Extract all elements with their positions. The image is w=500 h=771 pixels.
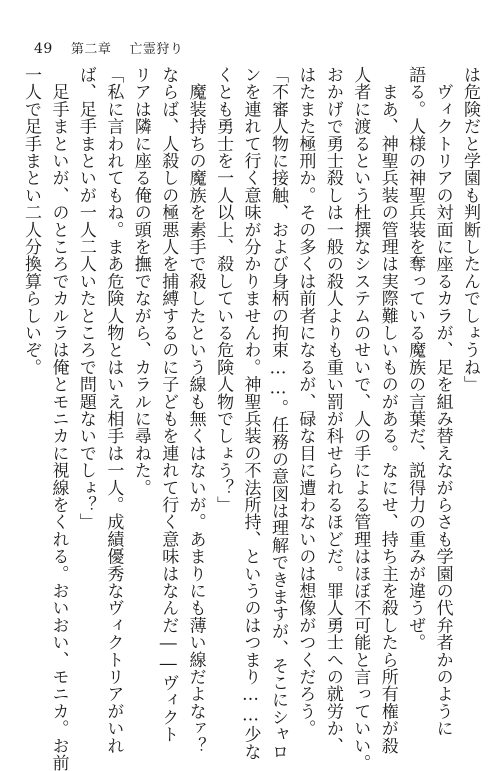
text-line: おかげで勇士殺しは一般の殺人よりも重い罰が科せられるほどだ。罪人勇士への就労か、 xyxy=(322,66,343,754)
chapter-title: 亡霊狩り xyxy=(129,42,184,57)
text-line: は危険だと学園も判断したんでしょうね」 xyxy=(460,66,480,393)
text-line: ば、足手まといが一人二人いたところで問題ないでしょ？」 xyxy=(75,66,96,531)
text-line: 語る。人様の神聖兵装を奪っている魔族の言葉だ、説得力の重みが違うぜ。 xyxy=(405,66,426,651)
text-line: 魔装持ちの魔族を素手で殺したという線も無くはないが。あまりにも薄い線だよなァ？ xyxy=(185,66,206,754)
text-line: リアは隣に座る俺の頭を撫でながら、カラルに尋ねた。 xyxy=(130,66,151,496)
text-line: 「不審人物に接触、および身柄の拘束……。任務の意図は理解できますが、そこにシャロ xyxy=(267,66,288,760)
text-line: まあ、神聖兵装の管理は実際難しいものがある。なにせ、持ち主を殺したら所有権が殺 xyxy=(377,66,398,754)
text-line: ンを連れて行く意味が分かりませんわ。神聖兵装の不法所持、というのはつまり……少な xyxy=(240,66,261,760)
text-line: 足手まといが、のところでカルラは俺とモニカに視線をくれる。おいおい、モニカ。お前 xyxy=(48,66,69,771)
text-line: ヴィクトリアの対面に座るカラが、足を組み替えながらさも学園の代弁者かのように xyxy=(432,66,453,737)
chapter-label: 第二章 xyxy=(70,42,112,57)
text-line: 「私に言われてもね。まあ危険人物とはいえ相手は一人。成績優秀なヴィクトリアがいれ xyxy=(103,66,124,754)
text-line: はたまた極刑か。その多くは前者になるが、碌な目に遭わないのは想像がつくだろう。 xyxy=(295,66,316,737)
text-line: くとも勇士を一人以上、殺している危険人物でしょう？」 xyxy=(213,66,234,514)
text-line: 一人で足手まとい二人分換算らしいぞ。 xyxy=(21,66,41,376)
page-header xyxy=(34,38,183,57)
text-line: ならば、人殺しの極悪人を捕縛するのに子どもを連れて行く意味はなんだ――ヴィクト xyxy=(158,66,179,743)
page-number: 49 xyxy=(34,41,53,57)
text-line: 人者に渡るという杜撰なシステムのせいで、人の手による管理はほぼ不可能と言っていい。 xyxy=(350,66,371,771)
body-text xyxy=(21,66,480,771)
